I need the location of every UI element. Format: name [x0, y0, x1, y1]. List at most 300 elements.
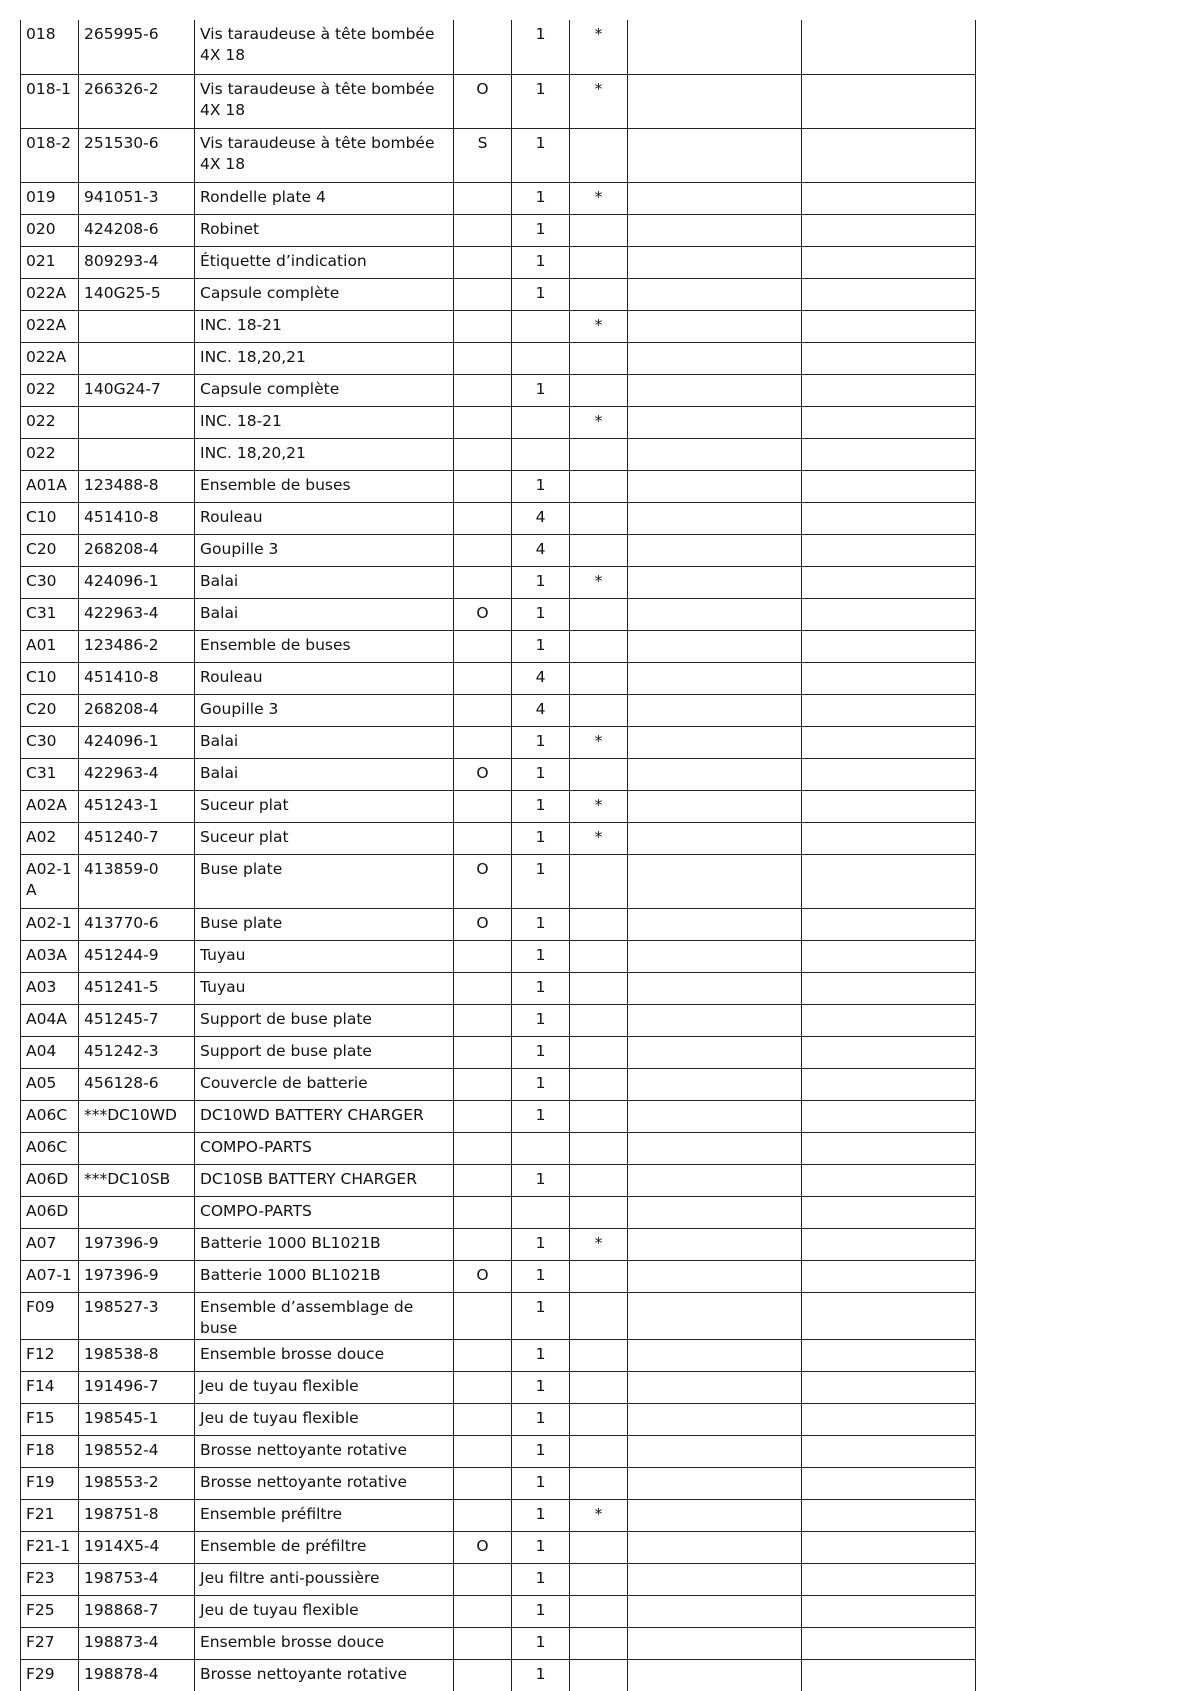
description-cell: Robinet	[195, 214, 454, 246]
note-a-cell	[628, 374, 802, 406]
item-no-cell: F19	[21, 1467, 79, 1499]
marker-cell	[570, 502, 628, 534]
description-cell: Suceur plat	[195, 790, 454, 822]
table-row	[21, 534, 976, 566]
table-row	[21, 940, 976, 972]
part-no-cell: 451243-1	[79, 790, 195, 822]
item-no-cell: 018-1	[21, 74, 79, 128]
note-a-cell	[628, 566, 802, 598]
option-code-cell	[454, 1659, 512, 1691]
note-b-cell	[802, 1228, 976, 1260]
marker-cell	[570, 1164, 628, 1196]
item-no-cell: F18	[21, 1435, 79, 1467]
part-no-cell: 413770-6	[79, 908, 195, 940]
description-cell: Ensemble de préfiltre	[195, 1531, 454, 1563]
option-code-cell	[454, 1100, 512, 1132]
note-b-cell	[802, 1403, 976, 1435]
description-cell: Brosse nettoyante rotative	[195, 1467, 454, 1499]
part-no-cell	[79, 1132, 195, 1164]
quantity-cell: 1	[512, 1435, 570, 1467]
marker-cell	[570, 470, 628, 502]
part-no-cell: 268208-4	[79, 534, 195, 566]
table-row	[21, 1435, 976, 1467]
table-row	[21, 406, 976, 438]
note-a-cell	[628, 1100, 802, 1132]
note-a-cell	[628, 940, 802, 972]
item-no-cell: F15	[21, 1403, 79, 1435]
description-cell: Ensemble brosse douce	[195, 1627, 454, 1659]
marker-cell	[570, 972, 628, 1004]
part-no-cell: 1914X5-4	[79, 1531, 195, 1563]
marker-cell	[570, 1100, 628, 1132]
quantity-cell: 1	[512, 598, 570, 630]
note-b-cell	[802, 908, 976, 940]
note-a-cell	[628, 1196, 802, 1228]
description-cell: Goupille 3	[195, 694, 454, 726]
note-a-cell	[628, 342, 802, 374]
option-code-cell	[454, 566, 512, 598]
part-no-cell: ***DC10WD	[79, 1100, 195, 1132]
quantity-cell: 1	[512, 972, 570, 1004]
item-no-cell: F27	[21, 1627, 79, 1659]
marker-cell	[570, 1403, 628, 1435]
note-b-cell	[802, 1339, 976, 1371]
option-code-cell	[454, 278, 512, 310]
quantity-cell: 1	[512, 908, 570, 940]
description-cell: Rouleau	[195, 502, 454, 534]
table-row	[21, 908, 976, 940]
table-row	[21, 214, 976, 246]
marker-cell	[570, 854, 628, 908]
note-b-cell	[802, 1595, 976, 1627]
table-row	[21, 726, 976, 758]
marker-cell	[570, 1467, 628, 1499]
marker-cell	[570, 1595, 628, 1627]
note-b-cell	[802, 1100, 976, 1132]
item-no-cell: F29	[21, 1659, 79, 1691]
item-no-cell: C30	[21, 726, 79, 758]
marker-cell	[570, 1004, 628, 1036]
quantity-cell: 1	[512, 1467, 570, 1499]
item-no-cell: F12	[21, 1339, 79, 1371]
table-row	[21, 502, 976, 534]
note-b-cell	[802, 854, 976, 908]
note-a-cell	[628, 214, 802, 246]
option-code-cell	[454, 1563, 512, 1595]
quantity-cell: 4	[512, 662, 570, 694]
note-b-cell	[802, 310, 976, 342]
marker-cell	[570, 1260, 628, 1292]
note-b-cell	[802, 1196, 976, 1228]
marker-cell	[570, 1563, 628, 1595]
marker-cell	[570, 908, 628, 940]
quantity-cell: 1	[512, 246, 570, 278]
marker-cell	[570, 758, 628, 790]
note-a-cell	[628, 470, 802, 502]
marker-cell	[570, 534, 628, 566]
option-code-cell	[454, 1164, 512, 1196]
parts-table-body	[21, 20, 976, 1691]
marker-cell: *	[570, 20, 628, 74]
option-code-cell	[454, 406, 512, 438]
quantity-cell: 1	[512, 1100, 570, 1132]
part-no-cell: 451245-7	[79, 1004, 195, 1036]
item-no-cell: F21	[21, 1499, 79, 1531]
description-cell: DC10WD BATTERY CHARGER	[195, 1100, 454, 1132]
description-cell: Jeu de tuyau flexible	[195, 1403, 454, 1435]
marker-cell: *	[570, 822, 628, 854]
description-cell: INC. 18,20,21	[195, 342, 454, 374]
description-cell: INC. 18-21	[195, 406, 454, 438]
marker-cell	[570, 214, 628, 246]
description-cell: Capsule complète	[195, 374, 454, 406]
quantity-cell: 1	[512, 566, 570, 598]
quantity-cell: 1	[512, 1499, 570, 1531]
table-row	[21, 662, 976, 694]
item-no-cell: 019	[21, 182, 79, 214]
note-a-cell	[628, 662, 802, 694]
description-cell: Buse plate	[195, 854, 454, 908]
note-b-cell	[802, 822, 976, 854]
quantity-cell: 1	[512, 1371, 570, 1403]
part-no-cell: 268208-4	[79, 694, 195, 726]
table-row	[21, 758, 976, 790]
note-b-cell	[802, 470, 976, 502]
note-a-cell	[628, 758, 802, 790]
marker-cell	[570, 1132, 628, 1164]
note-b-cell	[802, 128, 976, 182]
option-code-cell	[454, 534, 512, 566]
part-no-cell: 198545-1	[79, 1403, 195, 1435]
description-cell: Brosse nettoyante rotative	[195, 1435, 454, 1467]
marker-cell: *	[570, 790, 628, 822]
note-a-cell	[628, 310, 802, 342]
description-cell: INC. 18,20,21	[195, 438, 454, 470]
quantity-cell: 1	[512, 182, 570, 214]
item-no-cell: 022A	[21, 310, 79, 342]
option-code-cell	[454, 1196, 512, 1228]
part-no-cell	[79, 406, 195, 438]
note-a-cell	[628, 1228, 802, 1260]
note-b-cell	[802, 342, 976, 374]
quantity-cell: 1	[512, 1068, 570, 1100]
note-b-cell	[802, 438, 976, 470]
description-cell: Ensemble brosse douce	[195, 1339, 454, 1371]
marker-cell: *	[570, 1499, 628, 1531]
note-b-cell	[802, 1499, 976, 1531]
note-b-cell	[802, 1627, 976, 1659]
option-code-cell	[454, 1132, 512, 1164]
quantity-cell: 1	[512, 1292, 570, 1339]
item-no-cell: A01	[21, 630, 79, 662]
option-code-cell	[454, 630, 512, 662]
marker-cell	[570, 1531, 628, 1563]
part-no-cell: 140G25-5	[79, 278, 195, 310]
quantity-cell: 1	[512, 940, 570, 972]
note-a-cell	[628, 246, 802, 278]
item-no-cell: A04	[21, 1036, 79, 1068]
description-cell: Balai	[195, 758, 454, 790]
note-b-cell	[802, 1467, 976, 1499]
quantity-cell: 1	[512, 128, 570, 182]
note-a-cell	[628, 1659, 802, 1691]
marker-cell	[570, 342, 628, 374]
option-code-cell	[454, 662, 512, 694]
note-a-cell	[628, 972, 802, 1004]
note-b-cell	[802, 1659, 976, 1691]
description-cell: Ensemble d’assemblage de buse	[195, 1292, 454, 1339]
table-row	[21, 1595, 976, 1627]
item-no-cell: 022A	[21, 278, 79, 310]
description-cell: Jeu de tuyau flexible	[195, 1595, 454, 1627]
marker-cell	[570, 246, 628, 278]
quantity-cell: 1	[512, 470, 570, 502]
part-no-cell: 251530-6	[79, 128, 195, 182]
part-no-cell: 413859-0	[79, 854, 195, 908]
marker-cell: *	[570, 182, 628, 214]
marker-cell	[570, 598, 628, 630]
option-code-cell: O	[454, 598, 512, 630]
option-code-cell	[454, 1371, 512, 1403]
part-no-cell: 198527-3	[79, 1292, 195, 1339]
note-b-cell	[802, 20, 976, 74]
option-code-cell	[454, 342, 512, 374]
table-row	[21, 1228, 976, 1260]
note-a-cell	[628, 1531, 802, 1563]
part-no-cell: 197396-9	[79, 1260, 195, 1292]
note-a-cell	[628, 694, 802, 726]
item-no-cell: 022	[21, 374, 79, 406]
part-no-cell: 198538-8	[79, 1339, 195, 1371]
option-code-cell	[454, 1627, 512, 1659]
quantity-cell	[512, 438, 570, 470]
table-row	[21, 374, 976, 406]
option-code-cell	[454, 1228, 512, 1260]
description-cell: Support de buse plate	[195, 1004, 454, 1036]
note-b-cell	[802, 246, 976, 278]
option-code-cell	[454, 246, 512, 278]
part-no-cell: 451244-9	[79, 940, 195, 972]
note-a-cell	[628, 1595, 802, 1627]
option-code-cell	[454, 940, 512, 972]
note-b-cell	[802, 278, 976, 310]
description-cell: Ensemble préfiltre	[195, 1499, 454, 1531]
table-row	[21, 694, 976, 726]
quantity-cell	[512, 406, 570, 438]
quantity-cell: 1	[512, 1659, 570, 1691]
option-code-cell	[454, 1435, 512, 1467]
marker-cell	[570, 694, 628, 726]
part-no-cell	[79, 310, 195, 342]
item-no-cell: C10	[21, 662, 79, 694]
part-no-cell: 451410-8	[79, 502, 195, 534]
note-a-cell	[628, 726, 802, 758]
table-row	[21, 598, 976, 630]
part-no-cell: 424096-1	[79, 726, 195, 758]
option-code-cell: O	[454, 758, 512, 790]
description-cell: Batterie 1000 BL1021B	[195, 1260, 454, 1292]
option-code-cell	[454, 1595, 512, 1627]
table-row	[21, 278, 976, 310]
table-row	[21, 790, 976, 822]
part-no-cell: 451410-8	[79, 662, 195, 694]
marker-cell: *	[570, 566, 628, 598]
description-cell: Capsule complète	[195, 278, 454, 310]
item-no-cell: C10	[21, 502, 79, 534]
option-code-cell: S	[454, 128, 512, 182]
note-b-cell	[802, 758, 976, 790]
option-code-cell	[454, 438, 512, 470]
item-no-cell: C30	[21, 566, 79, 598]
table-row	[21, 128, 976, 182]
parts-table	[20, 20, 976, 1691]
table-row	[21, 1371, 976, 1403]
quantity-cell: 1	[512, 1595, 570, 1627]
note-a-cell	[628, 182, 802, 214]
option-code-cell	[454, 470, 512, 502]
quantity-cell: 4	[512, 694, 570, 726]
option-code-cell	[454, 310, 512, 342]
table-row	[21, 822, 976, 854]
marker-cell	[570, 1371, 628, 1403]
quantity-cell: 1	[512, 1164, 570, 1196]
quantity-cell: 1	[512, 790, 570, 822]
description-cell: Suceur plat	[195, 822, 454, 854]
item-no-cell: A06D	[21, 1196, 79, 1228]
description-cell: Ensemble de buses	[195, 630, 454, 662]
part-no-cell: 198873-4	[79, 1627, 195, 1659]
item-no-cell: C20	[21, 694, 79, 726]
table-row	[21, 1068, 976, 1100]
marker-cell	[570, 438, 628, 470]
note-b-cell	[802, 1004, 976, 1036]
marker-cell	[570, 1339, 628, 1371]
item-no-cell: A06C	[21, 1100, 79, 1132]
option-code-cell	[454, 502, 512, 534]
table-row	[21, 1292, 976, 1339]
part-no-cell: 456128-6	[79, 1068, 195, 1100]
table-row	[21, 972, 976, 1004]
description-cell: Balai	[195, 566, 454, 598]
table-row	[21, 1196, 976, 1228]
option-code-cell	[454, 822, 512, 854]
table-row	[21, 1403, 976, 1435]
quantity-cell: 1	[512, 374, 570, 406]
part-no-cell: 198552-4	[79, 1435, 195, 1467]
marker-cell	[570, 128, 628, 182]
note-b-cell	[802, 1164, 976, 1196]
quantity-cell: 1	[512, 854, 570, 908]
table-row	[21, 1164, 976, 1196]
quantity-cell: 1	[512, 726, 570, 758]
note-a-cell	[628, 438, 802, 470]
option-code-cell	[454, 1004, 512, 1036]
quantity-cell: 1	[512, 1531, 570, 1563]
note-a-cell	[628, 598, 802, 630]
note-b-cell	[802, 694, 976, 726]
table-row	[21, 854, 976, 908]
note-b-cell	[802, 598, 976, 630]
marker-cell	[570, 1036, 628, 1068]
note-b-cell	[802, 1132, 976, 1164]
table-row	[21, 1260, 976, 1292]
note-a-cell	[628, 1036, 802, 1068]
note-a-cell	[628, 1068, 802, 1100]
note-a-cell	[628, 128, 802, 182]
option-code-cell	[454, 20, 512, 74]
quantity-cell: 1	[512, 758, 570, 790]
note-a-cell	[628, 854, 802, 908]
item-no-cell: 018-2	[21, 128, 79, 182]
part-no-cell: 198753-4	[79, 1563, 195, 1595]
option-code-cell	[454, 1467, 512, 1499]
part-no-cell	[79, 342, 195, 374]
item-no-cell: A06D	[21, 1164, 79, 1196]
description-cell: Tuyau	[195, 940, 454, 972]
item-no-cell: A03A	[21, 940, 79, 972]
item-no-cell: 018	[21, 20, 79, 74]
table-row	[21, 1659, 976, 1691]
option-code-cell	[454, 790, 512, 822]
description-cell: COMPO-PARTS	[195, 1196, 454, 1228]
note-b-cell	[802, 726, 976, 758]
note-b-cell	[802, 972, 976, 1004]
option-code-cell: O	[454, 1531, 512, 1563]
part-no-cell: 424208-6	[79, 214, 195, 246]
item-no-cell: C20	[21, 534, 79, 566]
description-cell: Batterie 1000 BL1021B	[195, 1228, 454, 1260]
marker-cell: *	[570, 74, 628, 128]
note-a-cell	[628, 822, 802, 854]
option-code-cell	[454, 182, 512, 214]
note-a-cell	[628, 1132, 802, 1164]
marker-cell	[570, 1435, 628, 1467]
marker-cell	[570, 940, 628, 972]
quantity-cell	[512, 1132, 570, 1164]
note-b-cell	[802, 1435, 976, 1467]
quantity-cell: 1	[512, 1339, 570, 1371]
part-no-cell: 198878-4	[79, 1659, 195, 1691]
option-code-cell: O	[454, 1260, 512, 1292]
marker-cell	[570, 374, 628, 406]
table-row	[21, 1627, 976, 1659]
quantity-cell: 1	[512, 20, 570, 74]
part-no-cell: 422963-4	[79, 758, 195, 790]
part-no-cell	[79, 438, 195, 470]
table-row	[21, 438, 976, 470]
note-a-cell	[628, 1435, 802, 1467]
quantity-cell	[512, 342, 570, 374]
part-no-cell: 422963-4	[79, 598, 195, 630]
option-code-cell: O	[454, 854, 512, 908]
part-no-cell: 809293-4	[79, 246, 195, 278]
marker-cell	[570, 1659, 628, 1691]
note-b-cell	[802, 214, 976, 246]
item-no-cell: 021	[21, 246, 79, 278]
option-code-cell	[454, 972, 512, 1004]
description-cell: Goupille 3	[195, 534, 454, 566]
quantity-cell: 1	[512, 278, 570, 310]
option-code-cell: O	[454, 74, 512, 128]
quantity-cell: 1	[512, 74, 570, 128]
marker-cell	[570, 662, 628, 694]
note-b-cell	[802, 1036, 976, 1068]
note-a-cell	[628, 1371, 802, 1403]
description-cell: Vis taraudeuse à tête bombée 4X 18	[195, 20, 454, 74]
part-no-cell: 123486-2	[79, 630, 195, 662]
quantity-cell: 1	[512, 822, 570, 854]
part-no-cell: 198751-8	[79, 1499, 195, 1531]
